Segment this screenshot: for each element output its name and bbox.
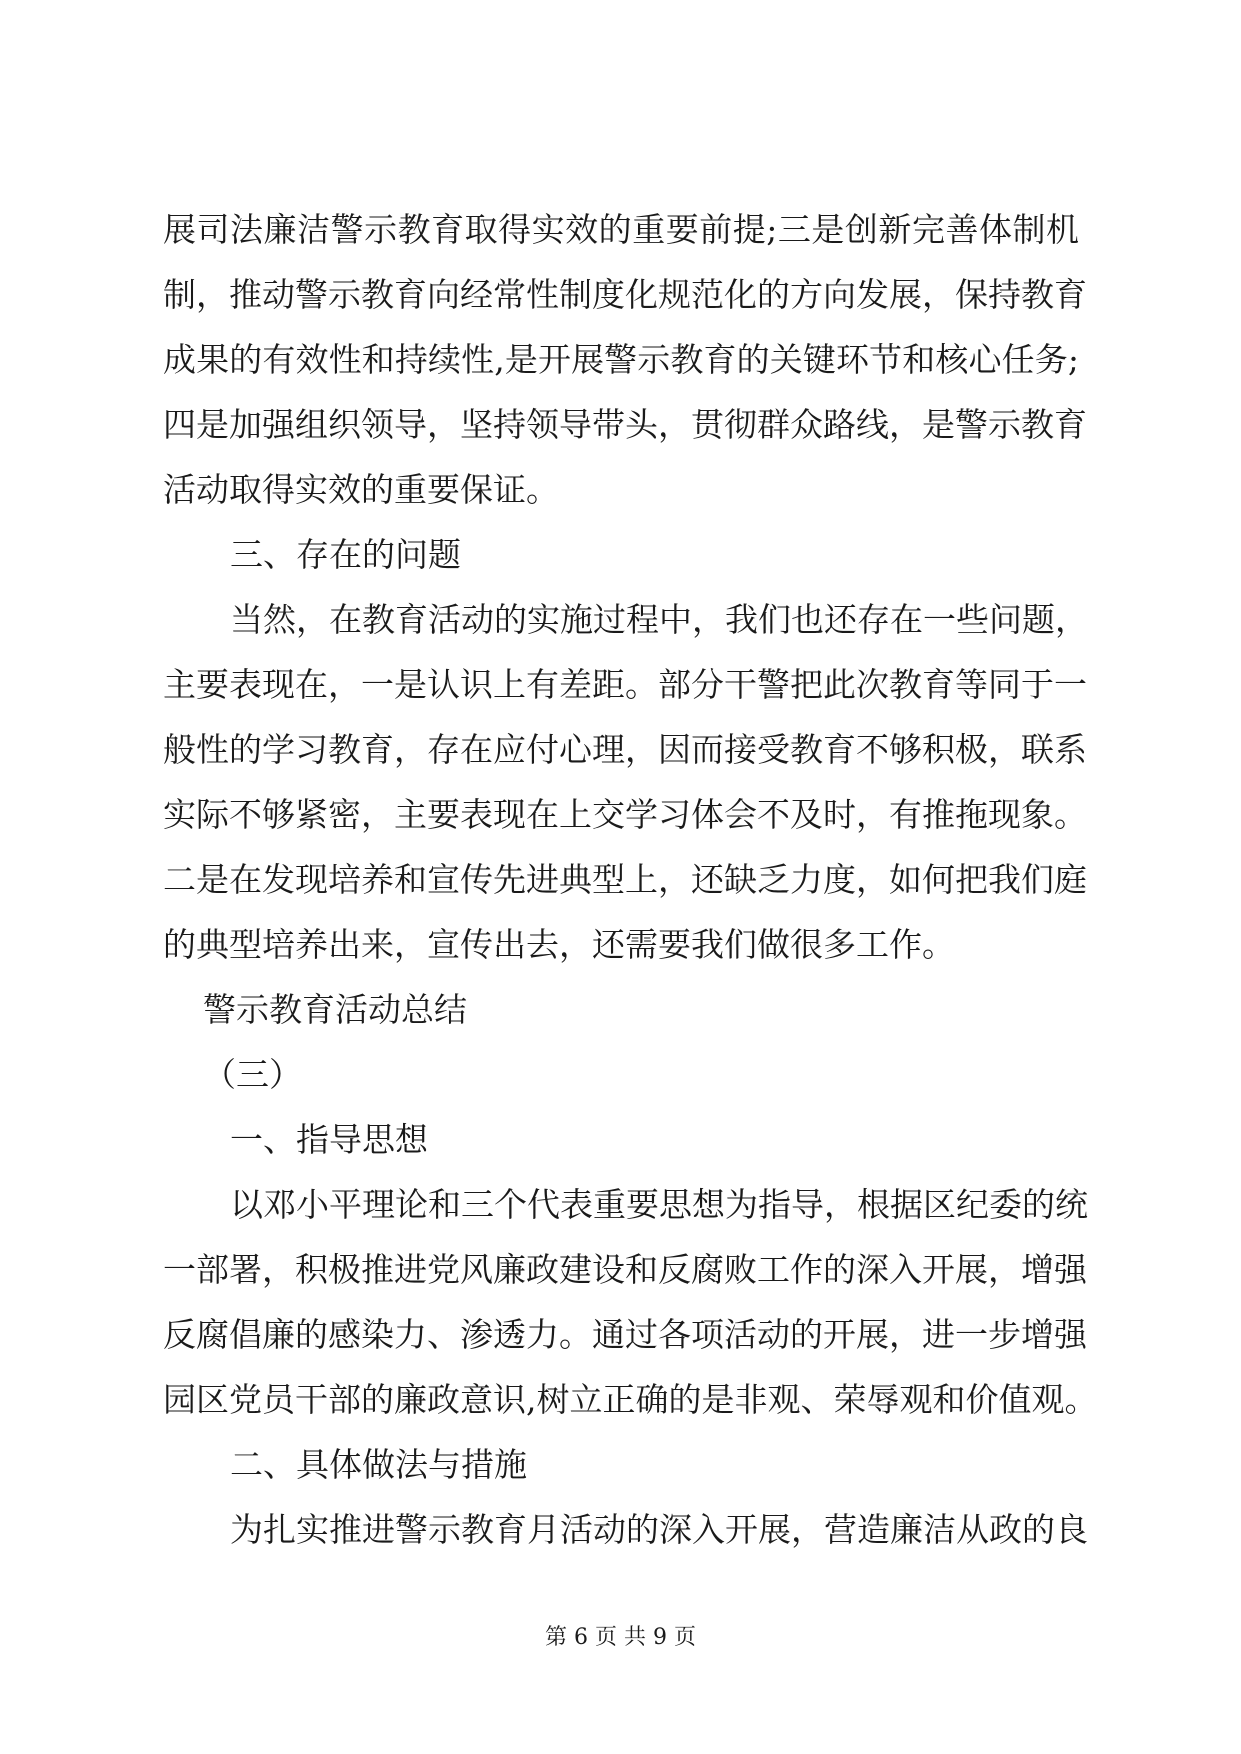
paragraph-line: 以邓小平理论和三个代表重要思想为指导，根据区纪委的统 xyxy=(230,1185,1088,1224)
paragraph-line: 制，推动警示教育向经常性制度化规范化的方向发展，保持教育 xyxy=(163,275,1087,314)
paragraph-line: 实际不够紧密，主要表现在上交学习体会不及时，有推拖现象。 xyxy=(163,795,1087,834)
paragraph-line: 展司法廉洁警示教育取得实效的重要前提;三是创新完善体制机 xyxy=(163,210,1079,249)
paragraph-line: 为扎实推进警示教育月活动的深入开展，营造廉洁从政的良 xyxy=(230,1510,1088,1549)
paragraph-line: 当然，在教育活动的实施过程中，我们也还存在一些问题， xyxy=(230,600,1088,639)
paragraph-line: 反腐倡廉的感染力、渗透力。通过各项活动的开展，进一步增强 xyxy=(163,1315,1087,1354)
paragraph-line: 二是在发现培养和宣传先进典型上，还缺乏力度，如何把我们庭 xyxy=(163,860,1087,899)
paragraph-line: 一部署，积极推进党风廉政建设和反腐败工作的深入开展，增强 xyxy=(163,1250,1087,1289)
page-number: 第 6 页 共 9 页 xyxy=(545,1625,696,1650)
section-heading: 三、存在的问题 xyxy=(230,535,461,574)
paragraph-line: 主要表现在，一是认识上有差距。部分干警把此次教育等同于一 xyxy=(163,665,1087,704)
paragraph-line: 成果的有效性和持续性,是开展警示教育的关键环节和核心任务; xyxy=(163,340,1079,379)
section-heading: 一、指导思想 xyxy=(230,1120,428,1159)
paragraph-line: 活动取得实效的重要保证。 xyxy=(163,470,559,509)
paragraph-line: 的典型培养出来，宣传出去，还需要我们做很多工作。 xyxy=(163,925,955,964)
document-body xyxy=(163,197,1098,1562)
document-subtitle: （三） xyxy=(203,1055,302,1094)
paragraph-line: 四是加强组织领导，坚持领导带头，贯彻群众路线，是警示教育 xyxy=(163,405,1087,444)
paragraph-line: 园区党员干部的廉政意识,树立正确的是非观、荣辱观和价值观。 xyxy=(163,1380,1098,1419)
paragraph-line: 般性的学习教育，存在应付心理，因而接受教育不够积极，联系 xyxy=(163,730,1087,769)
section-heading: 二、具体做法与措施 xyxy=(230,1445,527,1484)
document-title: 警示教育活动总结 xyxy=(203,990,467,1029)
